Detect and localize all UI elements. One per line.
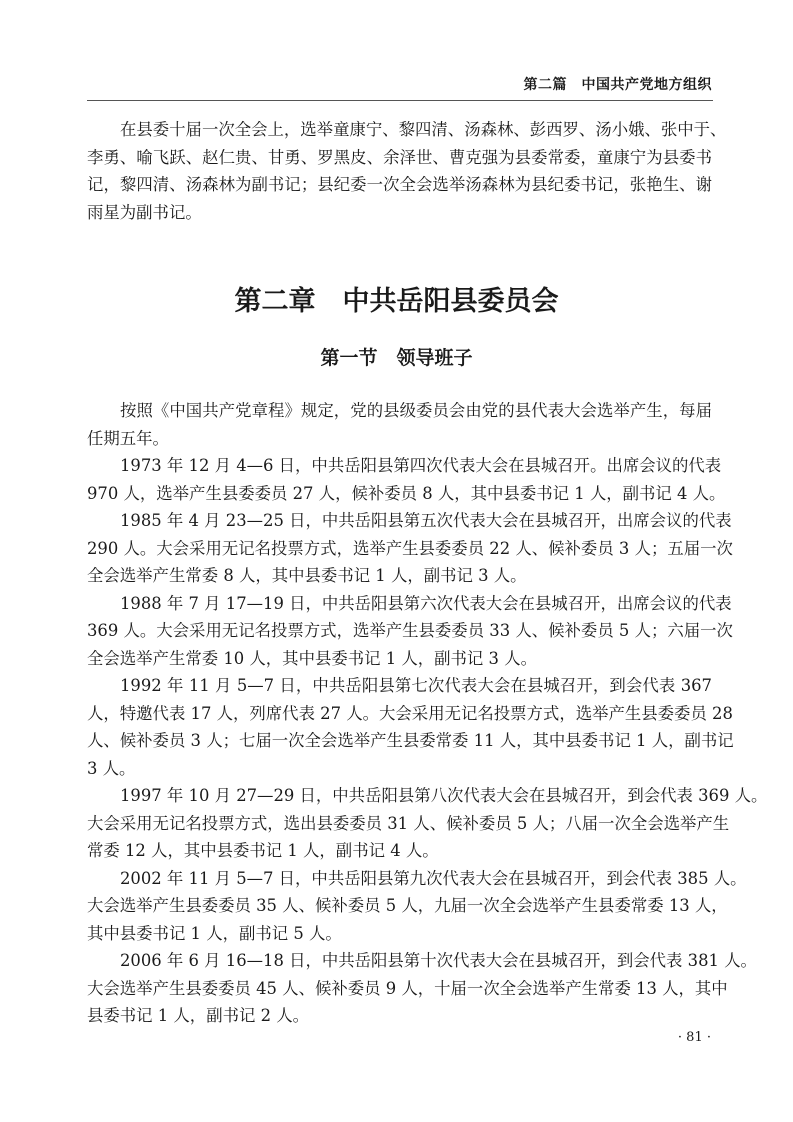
text-line: 大会采用无记名投票方式，选出县委委员 31 人、候补委员 5 人；八届一次全会选举产生 bbox=[87, 813, 730, 833]
text-line: 县委书记 1 人，副书记 2 人。 bbox=[87, 1006, 309, 1025]
text-line: 李勇、喻飞跃、赵仁贵、甘勇、罗黑皮、余泽世、曹克强为县委常委，童康宁为县委书 bbox=[87, 147, 712, 167]
text-line: 任期五年。 bbox=[87, 428, 169, 448]
text-line: 1985 年 4 月 23—25 日，中共岳阳县第五次代表大会在县城召开，出席会议的代表 bbox=[120, 511, 732, 530]
chapter-title: 第二章 中共岳阳县委员会 bbox=[234, 286, 559, 317]
text-line: 369 人。大会采用无记名投票方式，选举产生县委委员 33 人、候补委员 5 人；六届一次 bbox=[87, 621, 733, 640]
text-line: 1992 年 11 月 5—7 日，中共岳阳县第七次代表大会在县城召开，到会代表 367 bbox=[120, 676, 712, 695]
text-line: 在县委十届一次全会上，选举童康宁、黎四清、汤森林、彭西罗、汤小娥、张中于、 bbox=[120, 120, 727, 139]
text-line: 2006 年 6 月 16—18 日，中共岳阳县第十次代表大会在县城召开，到会代表 381 人。 bbox=[120, 951, 757, 970]
text-line: 人、候补委员 3 人；七届一次全会选举产生县委常委 11 人，其中县委书记 1 人，副书记 bbox=[87, 731, 734, 750]
text-line: 人，特邀代表 17 人，列席代表 27 人。大会采用无记名投票方式，选举产生县委委员 28 bbox=[87, 703, 733, 723]
text-line: 1997 年 10 月 27—29 日，中共岳阳县第八次代表大会在县城召开，到会代表 369 人。 bbox=[120, 786, 768, 805]
paragraph bbox=[87, 116, 727, 226]
paragraph bbox=[87, 590, 733, 673]
paragraph bbox=[87, 397, 712, 452]
body-text bbox=[87, 397, 768, 1030]
paragraph bbox=[87, 947, 757, 1030]
paragraph bbox=[87, 507, 733, 590]
text-line: 1988 年 7 月 17—19 日，中共岳阳县第六次代表大会在县城召开，出席会议的代表 bbox=[120, 593, 732, 613]
text-line: 全会选举产生常委 8 人，其中县委书记 1 人，副书记 3 人。 bbox=[87, 566, 527, 585]
paragraph bbox=[87, 672, 734, 782]
header-rule bbox=[87, 100, 713, 101]
text-line: 大会选举产生县委委员 45 人、候补委员 9 人，十届一次全会选举产生常委 13 人，其中 bbox=[87, 978, 728, 998]
text-line: 大会选举产生县委委员 35 人、候补委员 5 人，九届一次全会选举产生县委常委 13 人， bbox=[87, 896, 728, 915]
text-line: 2002 年 11 月 5—7 日，中共岳阳县第九次代表大会在县城召开，到会代表 385 人。 bbox=[120, 868, 747, 888]
text-line: 雨星为副书记。 bbox=[87, 202, 202, 222]
intro-paragraph bbox=[87, 116, 727, 226]
text-line: 记，黎四清、汤森林为副书记；县纪委一次全会选举汤森林为县纪委书记，张艳生、谢 bbox=[87, 175, 712, 194]
section-title: 第一节 领导班子 bbox=[320, 347, 473, 369]
text-line: 其中县委书记 1 人，副书记 5 人。 bbox=[87, 923, 342, 943]
text-line: 常委 12 人，其中县委书记 1 人，副书记 4 人。 bbox=[87, 841, 439, 860]
paragraph bbox=[87, 452, 726, 507]
text-line: 3 人。 bbox=[87, 758, 136, 778]
running-header-title: 第二篇 中国共产党地方组织 bbox=[523, 77, 712, 93]
text-line: 1973 年 12 月 4—6 日，中共岳阳县第四次代表大会在县城召开。出席会议的代表 bbox=[120, 456, 722, 475]
paragraph bbox=[87, 865, 747, 948]
text-line: 290 人。大会采用无记名投票方式，选举产生县委委员 22 人、候补委员 3 人；五届一次 bbox=[87, 538, 733, 558]
text-line: 全会选举产生常委 10 人，其中县委书记 1 人，副书记 3 人。 bbox=[87, 648, 537, 668]
text-line: 970 人，选举产生县委委员 27 人，候补委员 8 人，其中县委书记 1 人，副书记 4 人。 bbox=[87, 483, 726, 503]
paragraph bbox=[87, 782, 768, 865]
text-line: 按照《中国共产党章程》规定，党的县级委员会由党的县代表大会选举产生，每届 bbox=[120, 401, 712, 420]
page-number: · 81 · bbox=[677, 1030, 711, 1045]
